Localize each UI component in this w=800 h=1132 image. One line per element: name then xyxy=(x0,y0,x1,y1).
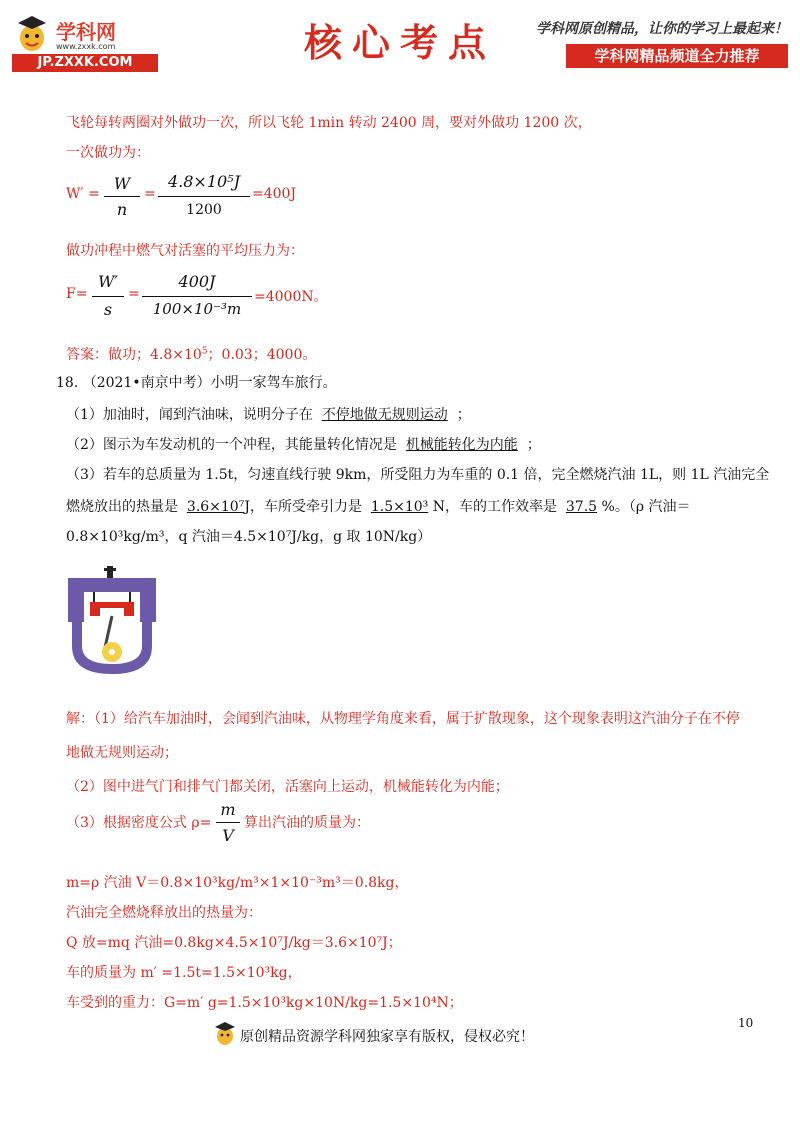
answer-blank: 3.6×10⁷ xyxy=(186,499,245,515)
answer-line: 答案：做功；$4.8\times 10^5$；0.03；4000。 xyxy=(66,346,317,363)
center-title: 核心考点 xyxy=(303,21,496,65)
logo-name: 学科网 xyxy=(56,20,116,44)
eq-denominator: 1200 xyxy=(186,202,222,218)
fraction-bar xyxy=(92,296,124,297)
solution-line: 车受到的重力：G=m′ g=1.5×10³kg×10N/kg=1.5×10⁴N； xyxy=(66,995,463,1011)
page-header xyxy=(0,0,800,80)
solution-line: （2）图中进气门和排气门都关闭，活塞向上运动，机械能转化为内能； xyxy=(66,779,509,795)
solution-line: Q 放=mq 汽油=0.8kg×4.5×10⁷J/kg＝3.6×10⁷J； xyxy=(66,935,402,951)
channel-banner: 学科网精品频道全力推荐 xyxy=(566,44,788,68)
zxxk-logo xyxy=(12,14,158,72)
answer-blank: 不停地做无规则运动 xyxy=(321,407,448,423)
eq-numerator: m xyxy=(220,800,236,819)
question-part-1: （1）加油时，闻到汽油味，说明分子在 不停地做无规则运动 ； xyxy=(66,407,471,423)
eq-denominator: 100×10⁻³m xyxy=(152,300,242,318)
solution-line: m=ρ 汽油 V＝0.8×10³kg/m³×1×10⁻³m³＝0.8kg， xyxy=(66,875,409,891)
copyright-notice: 原创精品资源学科网独家享有版权，侵权必究！ xyxy=(240,1029,534,1045)
answer-blank: 1.5×10³ xyxy=(370,499,429,515)
text-line: 一次做功为： xyxy=(66,145,150,161)
eq-numerator: 4.8×10⁵J xyxy=(167,172,241,191)
eq-numerator: W′ xyxy=(97,272,119,291)
fraction-bar xyxy=(104,196,140,197)
solution-line: 地做无规则运动； xyxy=(66,745,178,761)
eq-sign: = xyxy=(144,186,156,202)
fraction-bar xyxy=(142,296,252,297)
solution-line: 车的质量为 m′ =1.5t=1.5×10³kg， xyxy=(66,965,302,981)
answer-blank: 37.5 xyxy=(565,499,598,515)
text-line: 做功冲程中燃气对活塞的平均压力为： xyxy=(66,243,304,259)
answer-blank: 机械能转化为内能 xyxy=(405,437,518,453)
solution-text: 算出汽油的质量为： xyxy=(244,815,370,831)
eq-denominator: V xyxy=(222,826,234,845)
slogan: 学科网原创精品，让你的学习上最起来！ xyxy=(536,21,788,37)
mascot-icon xyxy=(12,14,52,52)
logo-jp: JP.ZXXK.COM xyxy=(12,54,158,72)
eq-lhs: W′ = xyxy=(66,186,100,202)
solution-line: 解：（1）给汽车加油时，会闻到汽油味，从物理学角度来看，属于扩散现象，这个现象表明这汽油分子在不停 xyxy=(66,711,740,727)
eq-numerator: W xyxy=(113,174,131,193)
mascot-icon xyxy=(212,1020,238,1046)
page-number: 10 xyxy=(738,1016,754,1030)
engine-stroke-diagram xyxy=(64,566,164,678)
text-line: 飞轮每转两圈对外做功一次，所以飞轮 1min 转动 2400 周，要对外做功 1200 次， xyxy=(66,115,592,131)
eq-result: =400J xyxy=(252,186,297,202)
logo-site: www.zxxk.com xyxy=(56,42,116,51)
fraction-bar xyxy=(158,196,250,197)
eq-numerator: 400J xyxy=(178,272,216,291)
question-part-2: （2）图示为车发动机的一个冲程，其能量转化情况是 机械能转化为内能 ； xyxy=(66,437,541,453)
eq-result: =4000N。 xyxy=(254,289,328,305)
question-part-3-cont: 0.8×10³kg/m³，q 汽油＝4.5×10⁷J/kg，g 取 10N/kg） xyxy=(66,529,432,545)
question-part-3: （3）若车的总质量为 1.5t，匀速直线行驶 9km，所受阻力为车重的 0.1 倍，完全燃烧汽油 1L，则 1L 汽油完全 xyxy=(66,467,770,483)
question-title: 18. （2021•南京中考）小明一家驾车旅行。 xyxy=(56,375,337,391)
eq-denominator: n xyxy=(116,200,128,219)
solution-line: 汽油完全燃烧释放出的热量为： xyxy=(66,905,262,921)
eq-lhs: F= xyxy=(66,286,88,302)
question-part-3-cont: 燃烧放出的热量是 3.6×10⁷J，车所受牵引力是 1.5×10³ N，车的工作效率是 37.5 %。（ρ 汽油＝ xyxy=(66,499,691,515)
page-footer xyxy=(0,1012,800,1052)
solution-text: （3）根据密度公式 ρ= xyxy=(66,815,212,831)
eq-sign: = xyxy=(128,286,140,302)
eq-denominator: s xyxy=(103,300,113,319)
fraction-bar xyxy=(216,822,240,823)
